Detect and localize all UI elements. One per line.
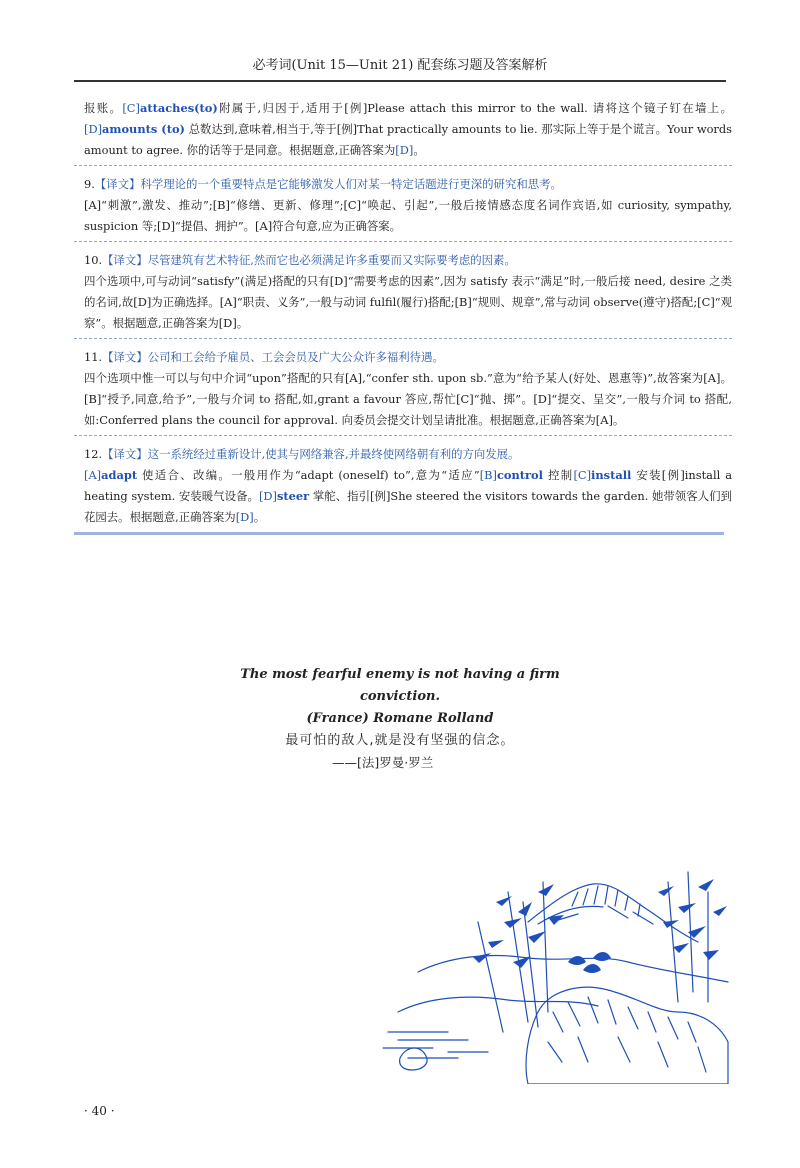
text: 。 [413,143,425,157]
text: 总数达到,意味着,相当于,等于[例]That practically amounts to lie. 那实际上等于是个谎言。Your words amount to agree. 你的话等于是同意。根据题意,正确答案为 [84,122,733,157]
vocab-word: adapt [101,468,138,482]
option-label: [C] [573,468,592,482]
translation-text: 【译文】这一系统经过重新设计,使其与网络兼容,并最终使网络朝有利的方向发展。 [102,447,520,461]
divider [74,338,732,339]
text: 控制 [547,468,574,482]
question-number: 11. [84,350,103,364]
quote-author: (France) Romane Rolland [306,711,494,726]
text: 安装[例]install a heating system. 安装暖气设备。 [84,468,732,503]
question-number: 9. [84,177,95,191]
option-label: [B] [479,468,497,482]
option-label: [C] [122,101,140,115]
answer-label: [D] [395,143,414,157]
section-end-rule [74,532,724,535]
text: 。 [253,510,266,524]
mountain-hatching [572,886,640,916]
boulder [400,1048,427,1070]
divider [74,165,732,166]
page-number: · 40 · [84,1104,115,1118]
vocab-word: steer [277,489,310,503]
text: 报账。 [84,101,123,115]
question-number: 12. [84,447,103,461]
question-item-11 [84,347,732,431]
text: 掌舵、指引[例]She steered the visitors towards the garden. 她带领客人们到花园去。根据题意,正确答案为 [84,489,732,524]
bamboo-leaves [658,879,727,960]
vocab-word: attaches(to) [139,101,218,115]
option-label: [A] [84,468,102,482]
translation-line [84,347,732,368]
explanation-text: [A]“刺激”,激发、推动”;[B]“修缮、更新、修理”;[C]“唤起、引起”,一般后接情感态度名词作宾语,如 curiosity, sympathy, suspicion 等;[D]“提倡、拥护”。[A]符合句意,应为正确答案。 [84,198,732,233]
page-header: 必考词(Unit 15—Unit 21) 配套练习题及答案解析 [252,58,548,73]
option-label: [D] [258,489,277,503]
quote-chinese: 最可怕的敌人,就是没有坚强的信念。 [285,733,515,748]
vocab-word: control [496,468,543,482]
question-item-12 [84,444,732,528]
answer-content [84,98,732,535]
quote-english: The most fearful enemy is not having a firm conviction. [240,667,560,704]
explanation-text: 四个选项中惟一可以与句中介词“upon”搭配的只有[A],“confer sth. upon sb.”意为“给予某人(好处、恩惠等)”,故答案为[A]。[B]“授予,同意,给予”,一般与介词 to 搭配,如,grant a favour 答应,帮忙[C]“抛、掷”。[D]“提交、呈交”,一般与介词 to 搭配,如:Conferred plans the council for approval. 向委员会提交计划呈请批准。根据题意,正确答案为[A]。 [84,371,732,427]
question-item-9 [84,174,732,237]
translation-line [84,250,732,271]
question-item-10 [84,250,732,334]
option-label: [D] [84,122,103,136]
divider [74,241,732,242]
vocab-word: amounts (to) [102,122,185,136]
water-lines [383,1032,488,1058]
translation-text: 【译文】科学理论的一个重要特点是它能够激发人们对某一特定话题进行更深的研究和思考。 [94,177,562,191]
translation-text: 【译文】公司和工会给予雇员、工会会员及广大公众许多福利待遇。 [102,350,444,364]
answer-label: [D] [235,510,254,524]
translation-line [84,174,732,195]
shrub [568,952,611,973]
translation-line [84,444,732,465]
bamboo-stalk [478,882,548,1032]
motto-quote [200,664,600,774]
landscape-illustration [378,862,738,1084]
continuation-paragraph [84,98,732,161]
question-number: 10. [84,253,103,267]
explanation-text [84,465,732,528]
quote-chinese-author: ——[法]罗曼·罗兰 [332,755,434,770]
translation-text: 【译文】尽管建筑有艺术特征,然而它也必须满足许多重要而又实际要考虑的因素。 [102,253,516,267]
text: 使适合、改编。一般用作为“adapt (oneself) to”,意为“适应” [142,468,480,482]
bamboo-leaves [473,884,564,968]
explanation-text: 四个选项中,可与动词“satisfy”(满足)搭配的只有[D]“需要考虑的因素”,因为 satisfy 表示“满足”时,一般后接 need, desire 之类的名词,故[D]为正确选择。[A]“职责、义务”,一般与动词 fulfil(履行)搭配;[B]“规则、规章”,常与动词 observe(遵守)搭配;[C]“观察”。根据题意,正确答案为[D]。 [84,274,732,330]
text: 附属于,归因于,适用于[例]Please attach this mirror to the wall. 请将这个镜子钉在墙上。 [217,101,732,115]
divider [74,435,732,436]
rock-hatching [548,997,706,1072]
vocab-word: install [591,468,632,482]
header-rule [74,80,726,82]
